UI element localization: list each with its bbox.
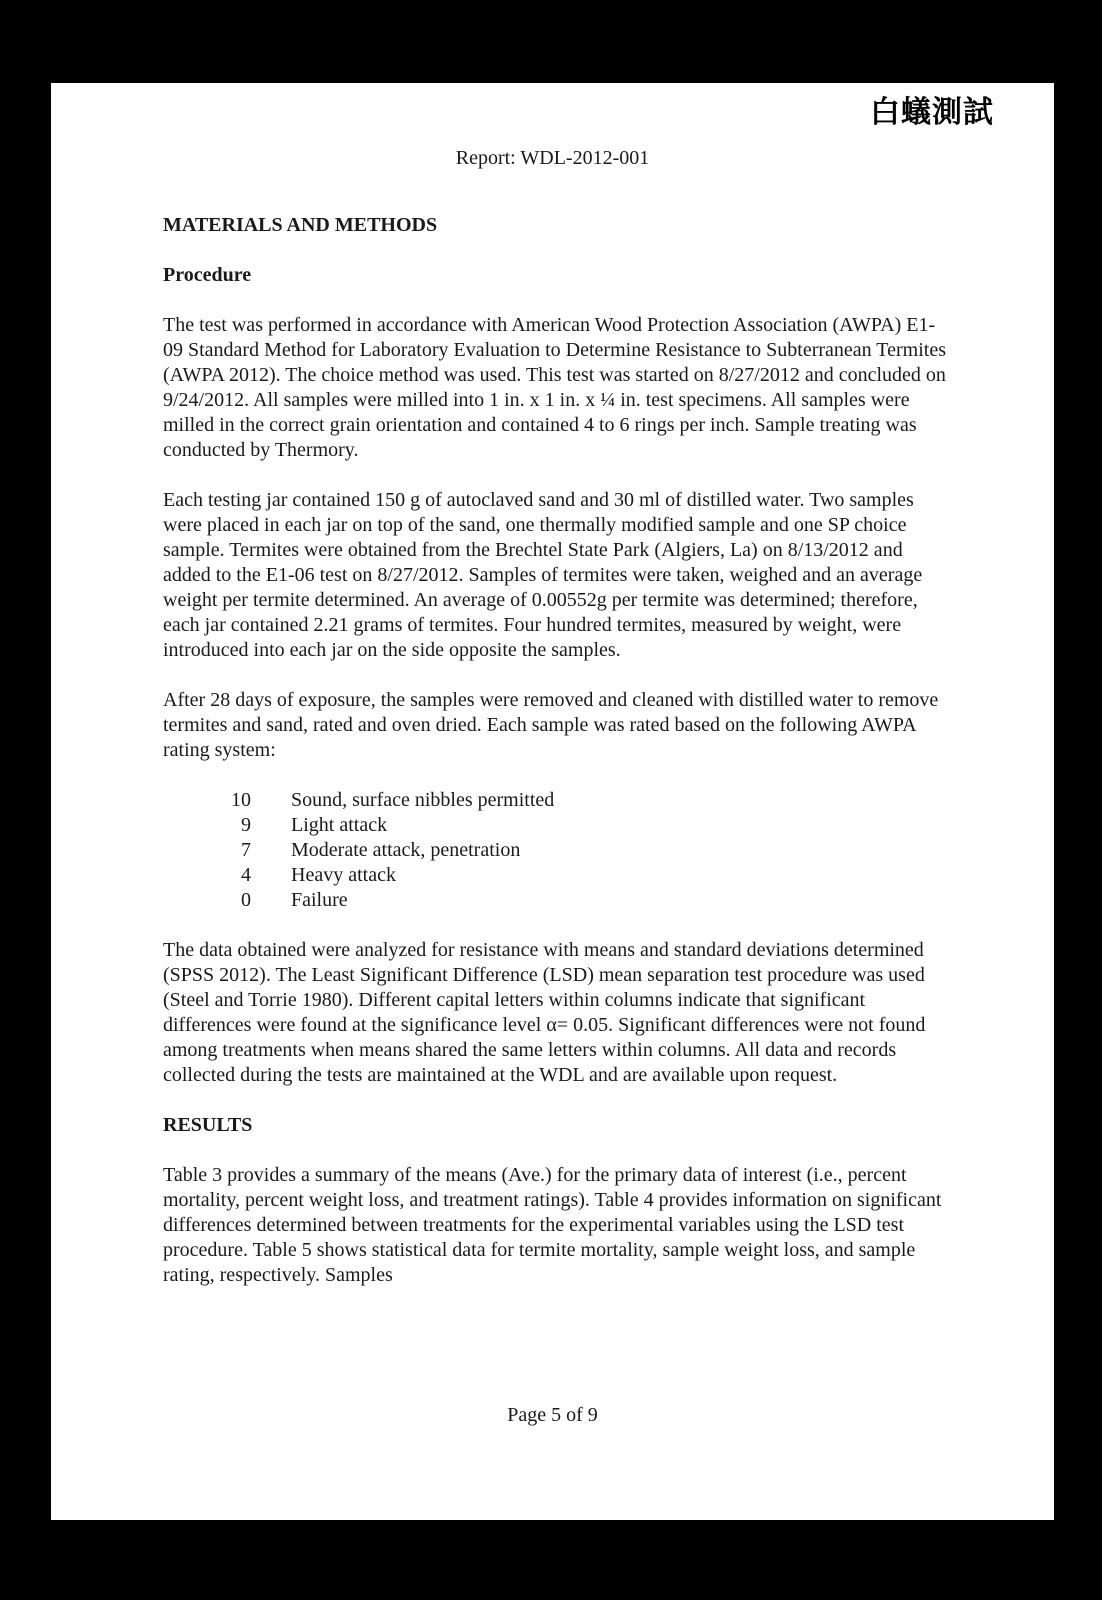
rating-value: 4 (241, 864, 251, 886)
rating-description: Moderate attack, penetration (291, 839, 521, 861)
document-page (51, 83, 1054, 1520)
rating-row (163, 838, 953, 863)
page-content (163, 213, 953, 1313)
rating-value: 9 (241, 814, 251, 836)
subsection-heading-procedure: Procedure (163, 264, 252, 286)
rating-description: Sound, surface nibbles permitted (291, 789, 555, 811)
rating-row (163, 788, 953, 813)
page-number: Page 5 of 9 (507, 1404, 598, 1426)
rating-system-list (163, 788, 953, 913)
paragraph-exposure: After 28 days of exposure, the samples were removed and cleaned with distilled water to remove termites and sand, rated and oven dried. Each sample was rated based on the following AWPA rating system: (163, 689, 939, 761)
rating-value: 10 (231, 789, 251, 811)
paragraph-results: Table 3 provides a summary of the means (Ave.) for the primary data of interest (i.e., percent mortality, percent weight loss, and treatment ratings). Table 4 provides information on significant differences determined between treatments for the experimental variables using the LSD test procedure. Table 5 shows statistical data for termite mortality, sample weight loss, and sample rating, respectively. Samples (163, 1164, 942, 1286)
rating-description: Heavy attack (291, 864, 396, 886)
paragraph-analysis: The data obtained were analyzed for resistance with means and standard deviations determined (SPSS 2012). The Least Significant Difference (LSD) mean separation test procedure was used (Steel and Torrie 1980). Different capital letters within columns indicate that significant differences were found at the significance level α= 0.05. Significant differences were not found among treatments when means shared the same letters within columns. All data and records collected during the tests are maintained at the WDL and are available upon request. (163, 939, 926, 1086)
rating-row (163, 888, 953, 913)
paragraph-test-method: The test was performed in accordance with American Wood Protection Association (AWPA) E1-09 Standard Method for Laboratory Evaluation to Determine Resistance to Subterranean Termites (AWPA 2012). The choice method was used. This test was started on 8/27/2012 and concluded on 9/24/2012. All samples were milled into 1 in. x 1 in. x ¼ in. test specimens. All samples were milled in the correct grain orientation and contained 4 to 6 rings per inch. Sample treating was conducted by Thermory. (163, 314, 946, 461)
chinese-title: 白蟻測試 (870, 95, 994, 130)
rating-description: Failure (291, 889, 348, 911)
section-heading-materials-methods: MATERIALS AND METHODS (163, 214, 438, 236)
rating-row (163, 863, 953, 888)
paragraph-testing-jar: Each testing jar contained 150 g of autoclaved sand and 30 ml of distilled water. Two samples were placed in each jar on top of the sand, one thermally modified sample and one SP choice sample. Termites were obtained from the Brechtel State Park (Algiers, La) on 8/13/2012 and added to the E1-06 test on 8/27/2012. Samples of termites were taken, weighed and an average weight per termite determined. An average of 0.00552g per termite was determined; therefore, each jar contained 2.21 grams of termites. Four hundred termites, measured by weight, were introduced into each jar on the side opposite the samples. (163, 489, 923, 661)
report-id: Report: WDL-2012-001 (455, 147, 650, 169)
rating-description: Light attack (291, 814, 388, 836)
rating-row (163, 813, 953, 838)
rating-value: 7 (241, 839, 251, 861)
section-heading-results: RESULTS (163, 1114, 253, 1136)
rating-value: 0 (241, 889, 251, 911)
